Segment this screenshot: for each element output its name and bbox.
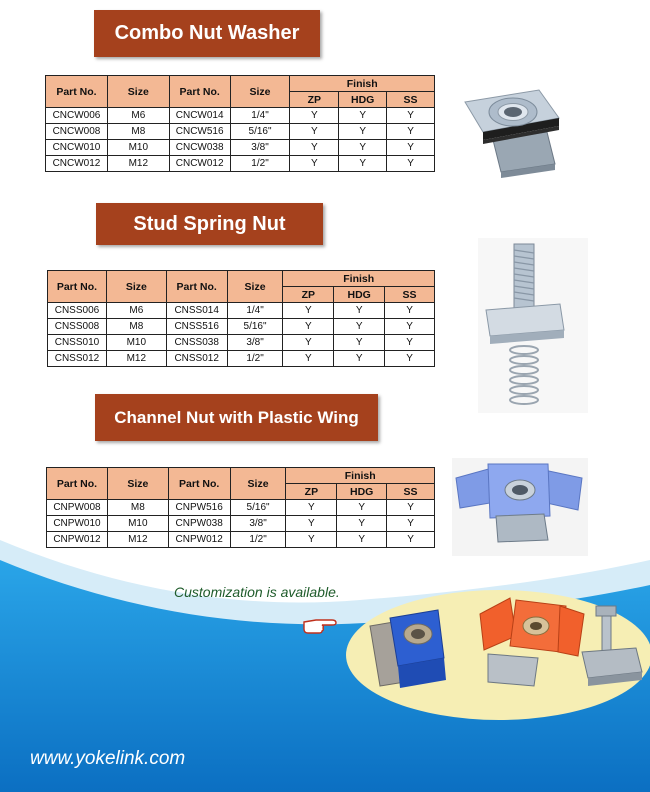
header-size: Size <box>107 76 169 108</box>
cell-size: M10 <box>106 335 166 351</box>
cell-size: M12 <box>107 532 168 548</box>
cell-part-no: CNPW008 <box>47 500 108 516</box>
table-row <box>46 108 435 124</box>
header-ss: SS <box>387 484 435 500</box>
header-size-imperial: Size <box>230 76 290 108</box>
cell-zp: Y <box>283 303 334 319</box>
header-part-no: Part No. <box>46 76 108 108</box>
section-title-stud-spring-nut: Stud Spring Nut <box>96 203 323 245</box>
header-part-no-imperial: Part No. <box>166 271 227 303</box>
table-row <box>46 140 435 156</box>
cell-hdg: Y <box>334 319 385 335</box>
cell-size-imperial: 5/16" <box>230 124 290 140</box>
cell-hdg: Y <box>334 351 385 367</box>
cell-ss: Y <box>385 319 435 335</box>
combo-nut-washer-image <box>455 72 575 182</box>
cell-hdg: Y <box>334 303 385 319</box>
cell-hdg: Y <box>334 335 385 351</box>
cell-part-no-imperial: CNPW038 <box>168 516 230 532</box>
cell-part-no-imperial: CNSS516 <box>166 319 227 335</box>
header-size-imperial: Size <box>230 468 286 500</box>
cell-hdg: Y <box>337 516 387 532</box>
cell-size-imperial: 1/2" <box>227 351 283 367</box>
cell-size-imperial: 1/4" <box>230 108 290 124</box>
header-hdg: HDG <box>339 92 387 108</box>
stud-spring-nut-image <box>478 238 588 413</box>
cell-size: M12 <box>106 351 166 367</box>
header-size-imperial: Size <box>227 271 283 303</box>
cell-part-no-imperial: CNCW038 <box>169 140 230 156</box>
cell-ss: Y <box>387 124 435 140</box>
cell-part-no: CNPW010 <box>47 516 108 532</box>
stud-spring-nut-table <box>47 270 435 367</box>
header-size: Size <box>107 468 168 500</box>
cell-hdg: Y <box>339 156 387 172</box>
table-row <box>46 124 435 140</box>
cell-ss: Y <box>387 500 435 516</box>
cell-size-imperial: 5/16" <box>227 319 283 335</box>
cell-size: M10 <box>107 140 169 156</box>
cell-part-no: CNCW008 <box>46 124 108 140</box>
header-part-no-imperial: Part No. <box>169 76 230 108</box>
table-row <box>48 335 435 351</box>
cell-ss: Y <box>385 335 435 351</box>
cell-part-no: CNPW012 <box>47 532 108 548</box>
cell-zp: Y <box>286 516 337 532</box>
cell-part-no-imperial: CNPW012 <box>168 532 230 548</box>
channel-nut-plastic-wing-table <box>46 467 435 548</box>
table-row <box>48 319 435 335</box>
cell-zp: Y <box>286 532 337 548</box>
header-finish: Finish <box>290 76 435 92</box>
header-finish: Finish <box>283 271 435 287</box>
custom-parts-image <box>360 596 650 706</box>
section-title-combo-nut-washer: Combo Nut Washer <box>94 10 320 57</box>
cell-ss: Y <box>387 532 435 548</box>
section-title-channel-nut-plastic-wing: Channel Nut with Plastic Wing <box>95 394 378 441</box>
cell-part-no-imperial: CNPW516 <box>168 500 230 516</box>
cell-zp: Y <box>290 156 339 172</box>
cell-zp: Y <box>290 108 339 124</box>
header-zp: ZP <box>290 92 339 108</box>
pointing-hand-icon <box>302 614 340 636</box>
cell-size-imperial: 1/4" <box>227 303 283 319</box>
cell-size-imperial: 3/8" <box>227 335 283 351</box>
cell-size: M6 <box>106 303 166 319</box>
website-url[interactable]: www.yokelink.com <box>30 748 186 769</box>
header-hdg: HDG <box>334 287 385 303</box>
cell-size-imperial: 3/8" <box>230 516 286 532</box>
cell-size-imperial: 5/16" <box>230 500 286 516</box>
cell-zp: Y <box>283 351 334 367</box>
cell-zp: Y <box>290 140 339 156</box>
cell-part-no: CNCW012 <box>46 156 108 172</box>
cell-ss: Y <box>385 351 435 367</box>
cell-size: M8 <box>107 500 168 516</box>
header-part-no: Part No. <box>47 468 108 500</box>
cell-ss: Y <box>385 303 435 319</box>
cell-size-imperial: 3/8" <box>230 140 290 156</box>
cell-part-no: CNSS008 <box>48 319 107 335</box>
cell-ss: Y <box>387 140 435 156</box>
header-zp: ZP <box>286 484 337 500</box>
header-zp: ZP <box>283 287 334 303</box>
header-part-no-imperial: Part No. <box>168 468 230 500</box>
cell-part-no-imperial: CNCW516 <box>169 124 230 140</box>
cell-part-no-imperial: CNCW014 <box>169 108 230 124</box>
customization-note: Customization is available. <box>174 584 340 600</box>
table-row <box>48 351 435 367</box>
cell-part-no: CNSS006 <box>48 303 107 319</box>
cell-part-no: CNCW010 <box>46 140 108 156</box>
header-hdg: HDG <box>337 484 387 500</box>
cell-zp: Y <box>283 319 334 335</box>
cell-part-no-imperial: CNSS014 <box>166 303 227 319</box>
cell-hdg: Y <box>339 124 387 140</box>
cell-part-no-imperial: CNSS012 <box>166 351 227 367</box>
table-row <box>46 156 435 172</box>
cell-part-no-imperial: CNSS038 <box>166 335 227 351</box>
header-finish: Finish <box>286 468 435 484</box>
cell-hdg: Y <box>339 108 387 124</box>
combo-nut-washer-table <box>45 75 435 172</box>
cell-zp: Y <box>286 500 337 516</box>
cell-zp: Y <box>290 124 339 140</box>
cell-size-imperial: 1/2" <box>230 532 286 548</box>
cell-ss: Y <box>387 108 435 124</box>
cell-ss: Y <box>387 156 435 172</box>
header-ss: SS <box>385 287 435 303</box>
cell-size: M10 <box>107 516 168 532</box>
cell-hdg: Y <box>337 500 387 516</box>
cell-size: M8 <box>107 124 169 140</box>
cell-part-no-imperial: CNCW012 <box>169 156 230 172</box>
cell-hdg: Y <box>337 532 387 548</box>
header-size: Size <box>106 271 166 303</box>
table-row <box>47 500 435 516</box>
cell-ss: Y <box>387 516 435 532</box>
cell-size-imperial: 1/2" <box>230 156 290 172</box>
cell-zp: Y <box>283 335 334 351</box>
header-part-no: Part No. <box>48 271 107 303</box>
cell-part-no: CNSS012 <box>48 351 107 367</box>
cell-part-no: CNSS010 <box>48 335 107 351</box>
cell-hdg: Y <box>339 140 387 156</box>
cell-size: M6 <box>107 108 169 124</box>
table-row <box>48 303 435 319</box>
cell-part-no: CNCW006 <box>46 108 108 124</box>
table-row <box>47 516 435 532</box>
cell-size: M8 <box>106 319 166 335</box>
cell-size: M12 <box>107 156 169 172</box>
header-ss: SS <box>387 92 435 108</box>
